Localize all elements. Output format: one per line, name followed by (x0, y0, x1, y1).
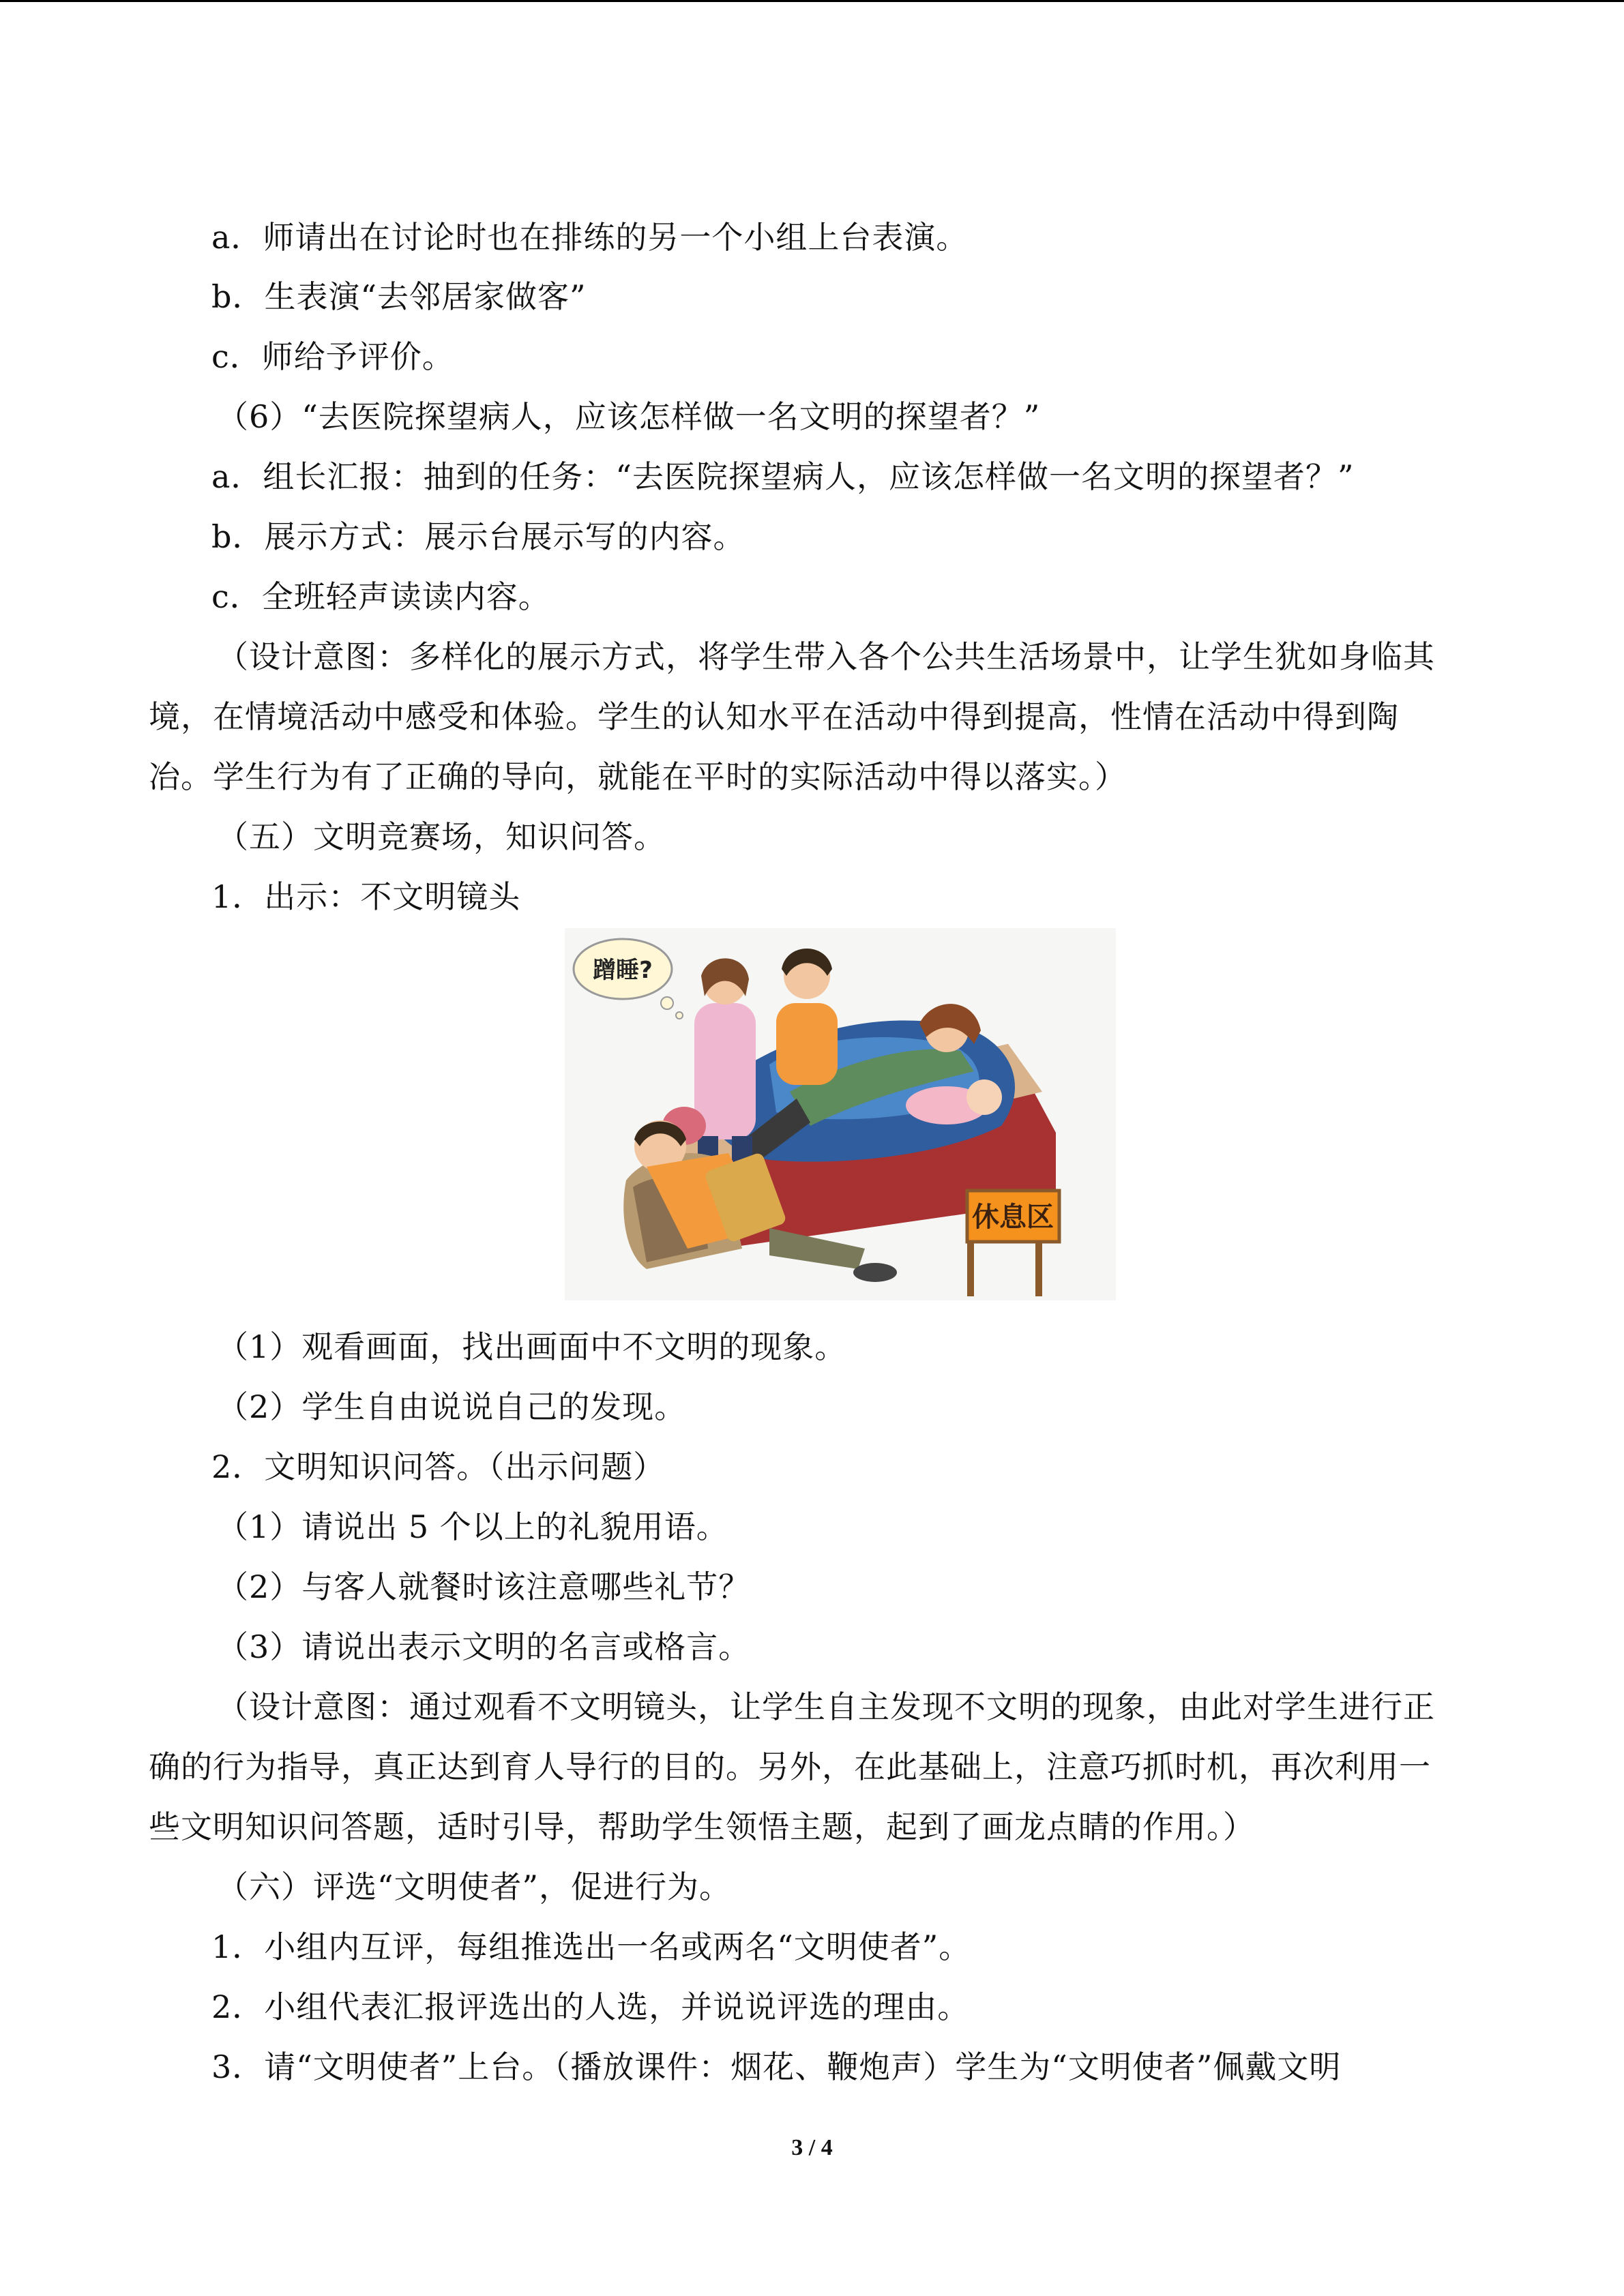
text-line: （1）请说出 5 个以上的礼貌用语。 (217, 1508, 728, 1545)
text-line: 3．请“文明使者”上台。（播放课件：烟花、鞭炮声）学生为“文明使者”佩戴文明 (211, 2048, 1342, 2085)
text-line: 确的行为指导，真正达到育人导行的目的。另外，在此基础上，注意巧抓时机，再次利用一 (149, 1748, 1431, 1785)
text-line: 些文明知识问答题，适时引导，帮助学生领悟主题，起到了画龙点睛的作用。） (149, 1808, 1255, 1845)
text-line: （2）学生自由说说自己的发现。 (217, 1388, 687, 1425)
text-line: b．展示方式：展示台展示写的内容。 (211, 518, 745, 555)
text-line: 2．小组代表汇报评选出的人选，并说说评选的理由。 (211, 1988, 970, 2025)
text-line: b．生表演“去邻居家做客” (211, 278, 587, 315)
text-line: （六）评选“文明使者”，促进行为。 (217, 1868, 732, 1905)
text-line: （五）文明竞赛场，知识问答。 (217, 818, 666, 855)
thought-bubble-text: 蹭睡? (593, 957, 653, 984)
text-line: （6）“去医院探望病人，应该怎样做一名文明的探望者？” (217, 398, 1041, 435)
uncivil-scene-illustration (565, 928, 1116, 1300)
text-line: （3）请说出表示文明的名言或格言。 (217, 1628, 751, 1665)
rest-area-sign-text: 休息区 (972, 1202, 1054, 1233)
text-line: （1）观看画面，找出画面中不文明的现象。 (217, 1328, 847, 1365)
text-line: a．师请出在讨论时也在排练的另一个小组上台表演。 (211, 219, 969, 256)
text-line: 1．出示：不文明镜头 (211, 878, 521, 915)
text-line: （设计意图：多样化的展示方式，将学生带入各个公共生活场景中，让学生犹如身临其 (217, 638, 1435, 675)
text-line: 冶。学生行为有了正确的导向，就能在平时的实际活动中得以落实。） (149, 758, 1127, 795)
text-line: 境，在情境活动中感受和体验。学生的认知水平在活动中得到提高，性情在活动中得到陶 (149, 698, 1399, 735)
text-line: c．师给予评价。 (211, 338, 454, 375)
text-line: 1．小组内互评，每组推选出一名或两名“文明使者”。 (211, 1928, 971, 1965)
text-line: 2．文明知识问答。（出示问题） (211, 1448, 666, 1485)
text-line: （2）与客人就餐时该注意哪些礼节？ (217, 1568, 751, 1605)
text-line: （设计意图：通过观看不文明镜头，让学生自主发现不文明的现象，由此对学生进行正 (217, 1688, 1435, 1725)
page-number: 3 / 4 (791, 2135, 833, 2160)
text-line: a．组长汇报：抽到的任务：“去医院探望病人，应该怎样做一名文明的探望者？” (211, 458, 1355, 495)
text-line: c．全班轻声读读内容。 (211, 578, 550, 615)
